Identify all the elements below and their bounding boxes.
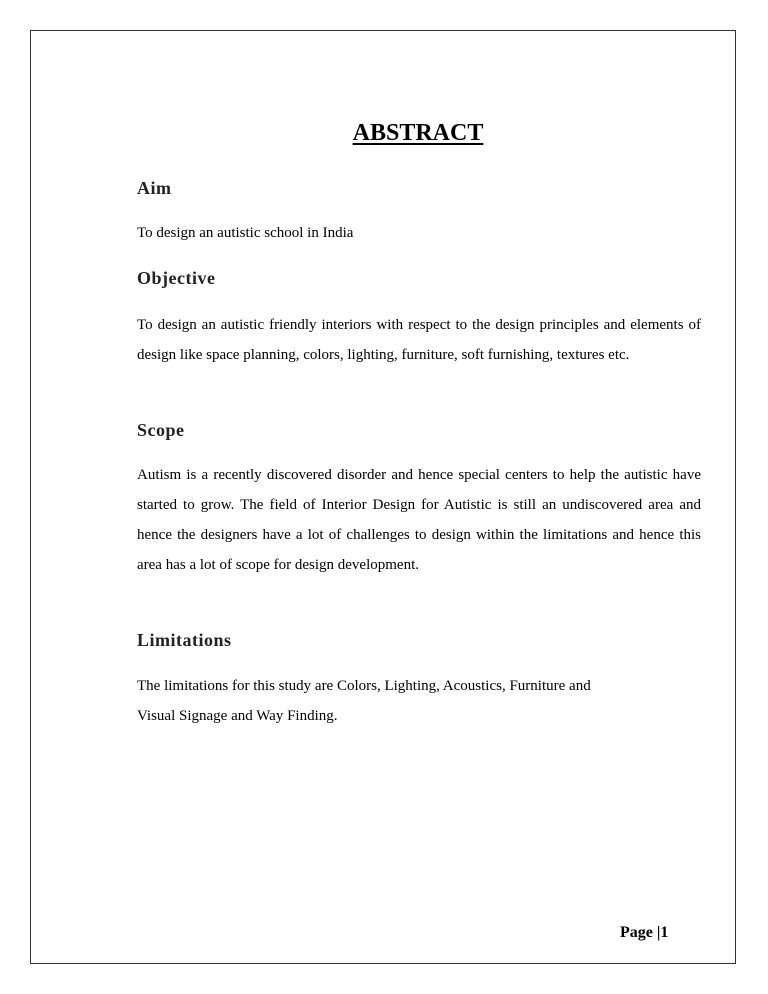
limitations-line-1: The limitations for this study are Colors, Lighting, Acoustics, Furniture and (137, 678, 591, 694)
page-number: Page |1 (620, 924, 669, 941)
scope-heading: Scope (137, 420, 185, 440)
page-title: ABSTRACT (352, 120, 484, 146)
aim-text: To design an autistic school in India (137, 225, 354, 241)
limitations-line-2: Visual Signage and Way Finding. (137, 708, 338, 724)
scope-text: Autism is a recently discovered disorder and hence special centers to help the autistic have started to grow. The field of Interior Design for Autistic is still an undiscovered area and hence the designers have a lot of challenges to design within the limitations and hence this area has a lot of scope for design development. (137, 467, 701, 573)
limitations-text (137, 671, 701, 731)
objective-heading: Objective (137, 268, 216, 288)
objective-text: To design an autistic friendly interiors with respect to the design principles and elements of design like space planning, colors, lighting, furniture, soft furnishing, textures etc. (137, 317, 701, 363)
aim-heading: Aim (137, 178, 172, 198)
limitations-heading: Limitations (137, 630, 232, 650)
